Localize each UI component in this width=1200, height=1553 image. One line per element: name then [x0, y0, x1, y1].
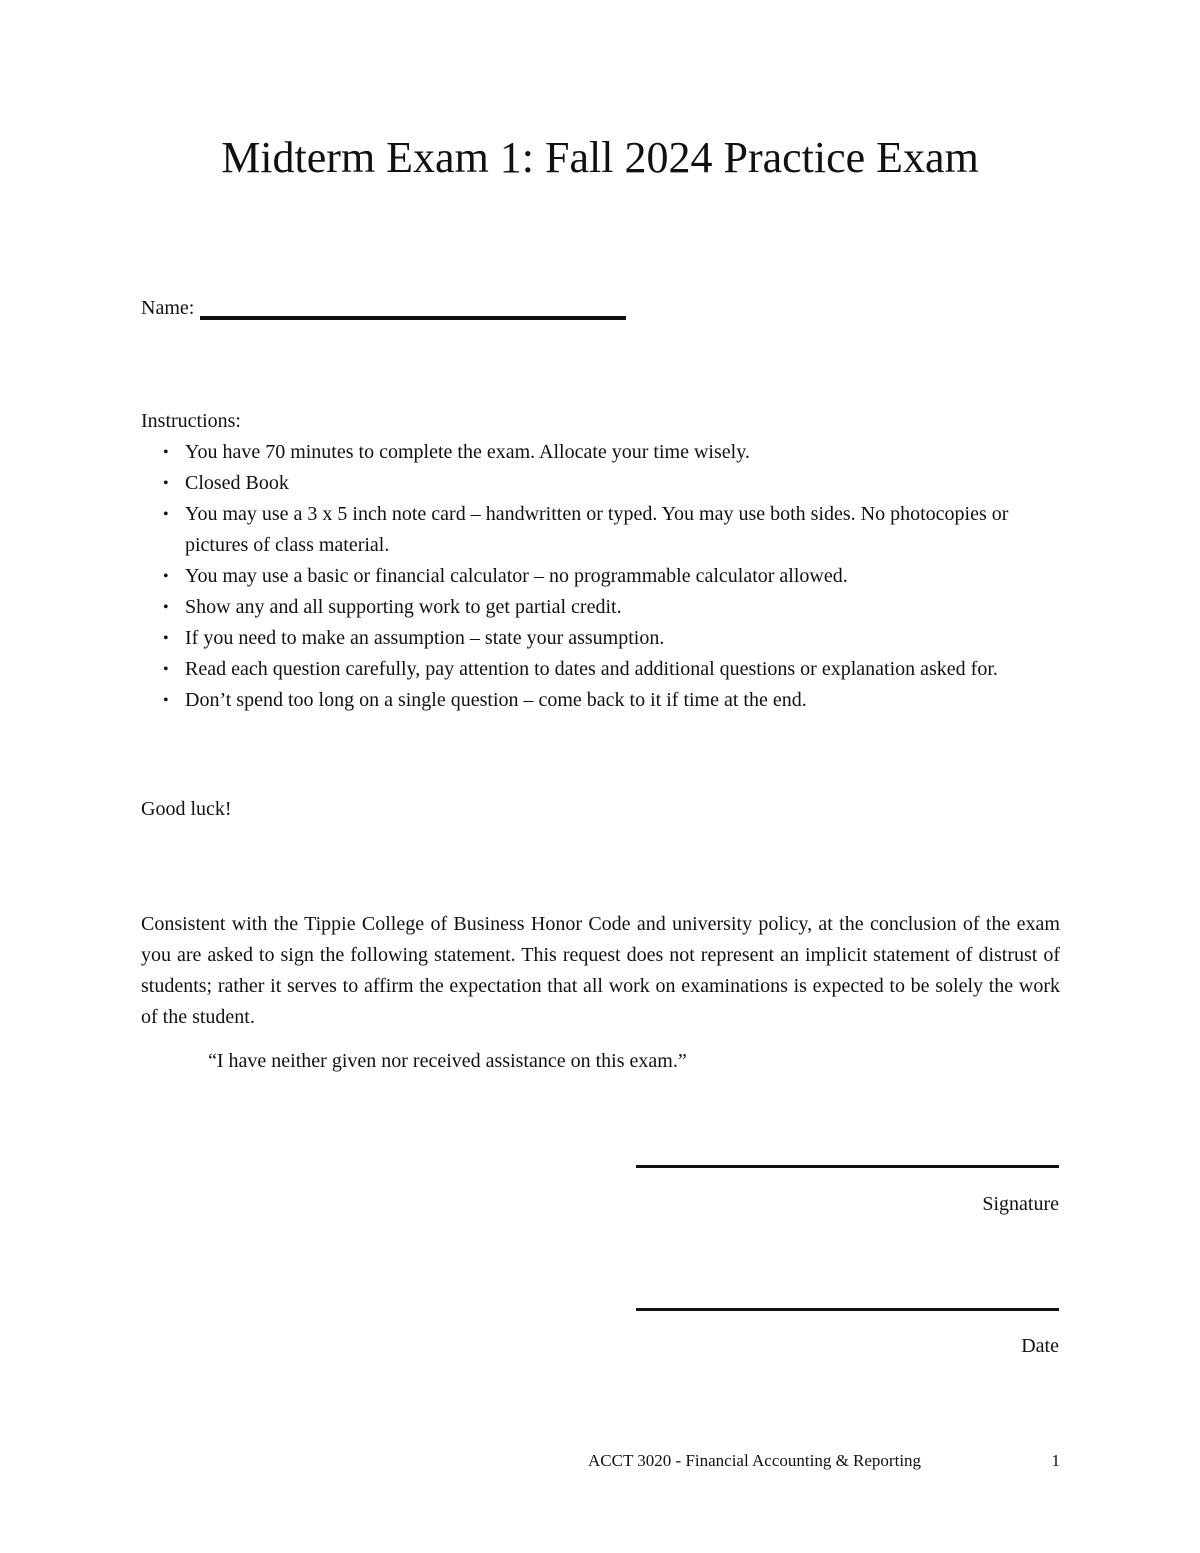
list-item: [161, 654, 1061, 685]
instruction-text: Don’t spend too long on a single question – come back to it if time at the end.: [185, 689, 807, 711]
pledge-quote: “I have neither given nor received assistance on this exam.”: [208, 1050, 687, 1072]
instruction-text: Show any and all supporting work to get partial credit.: [185, 596, 622, 618]
instruction-text: Closed Book: [185, 472, 289, 494]
signature-line: [636, 1165, 1059, 1168]
honor-code-paragraph: Consistent with the Tippie College of Business Honor Code and university policy, at the conclusion of the exam you are asked to sign the following statement. This request does not represent an implicit statement of distrust of students; rather it serves to affirm the expectation that all work on examinations is expected to be solely the work of the student.: [141, 913, 1060, 1028]
date-line: [636, 1308, 1059, 1311]
bullet-icon: •: [163, 444, 169, 461]
page-title: Midterm Exam 1: Fall 2024 Practice Exam: [221, 133, 979, 182]
signature-label: Signature: [982, 1193, 1059, 1215]
bullet-icon: •: [163, 630, 169, 647]
page-number: 1: [1051, 1451, 1060, 1470]
instruction-text: Read each question carefully, pay attention to dates and additional questions or explanation asked for.: [185, 658, 998, 680]
name-blank-line: [200, 316, 626, 320]
closing-text: Good luck!: [141, 798, 232, 820]
bullet-icon: •: [163, 475, 169, 492]
instruction-text: You may use a 3 x 5 inch note card – handwritten or typed. You may use both sides. No photocopies or pictures of class material.: [185, 503, 1009, 556]
list-item: [161, 499, 1061, 561]
list-item: [161, 685, 1061, 716]
bullet-icon: •: [163, 506, 169, 523]
date-label: Date: [1021, 1335, 1059, 1357]
list-item: [161, 561, 1061, 592]
bullet-icon: •: [163, 692, 169, 709]
instructions-heading: Instructions:: [141, 410, 241, 432]
list-item: [161, 623, 1061, 654]
name-field: [141, 292, 626, 324]
bullet-icon: •: [163, 568, 169, 585]
instruction-text: You have 70 minutes to complete the exam. Allocate your time wisely.: [185, 441, 750, 463]
name-label: Name:: [141, 297, 195, 319]
list-item: [161, 468, 1061, 499]
instruction-text: If you need to make an assumption – state your assumption.: [185, 627, 665, 649]
list-item: [161, 592, 1061, 623]
instruction-text: You may use a basic or financial calculator – no programmable calculator allowed.: [185, 565, 848, 587]
bullet-icon: •: [163, 599, 169, 616]
list-item: [161, 437, 1061, 468]
instructions-list: [161, 437, 1061, 716]
footer-course-title: ACCT 3020 - Financial Accounting & Reporting: [588, 1451, 922, 1470]
bullet-icon: •: [163, 661, 169, 678]
